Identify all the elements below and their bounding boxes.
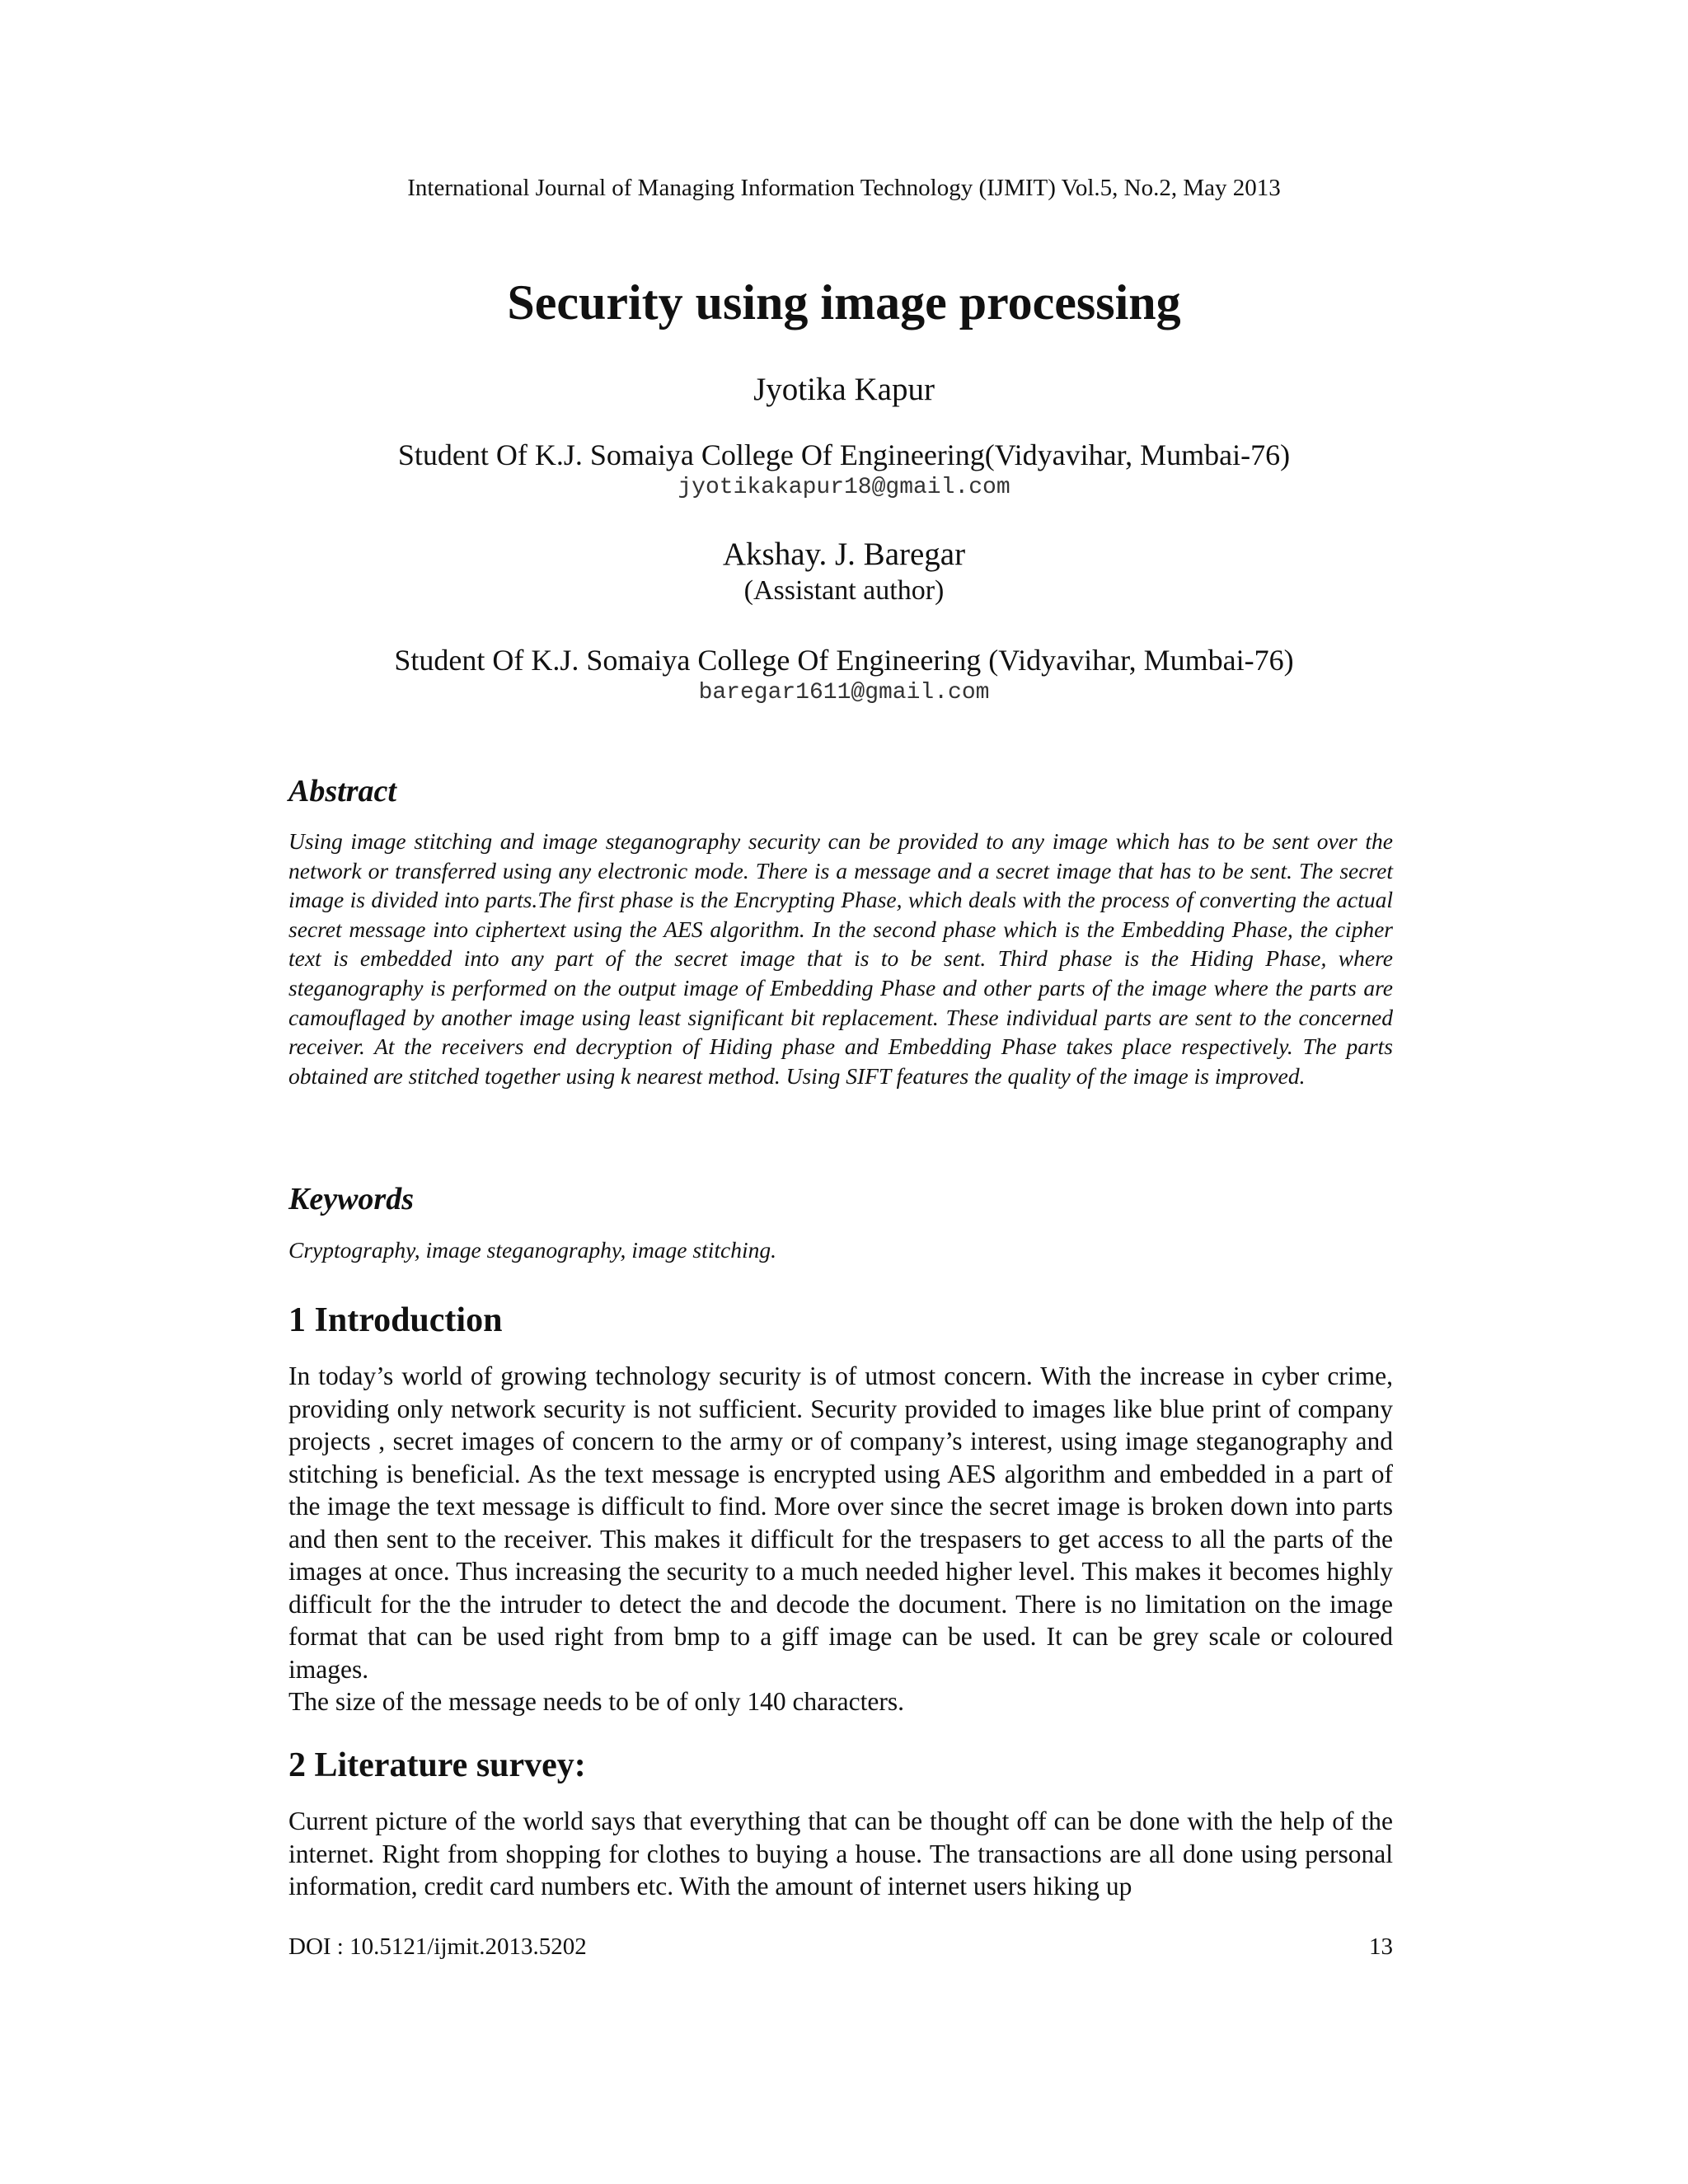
abstract-heading: Abstract bbox=[288, 774, 396, 808]
running-header: International Journal of Managing Information Technology (IJMIT) Vol.5, No.2, May 2013 bbox=[407, 175, 1281, 201]
author-email-2: baregar1611@gmail.com bbox=[698, 680, 990, 705]
author-email-1: jyotikakapur18@gmail.com bbox=[678, 475, 1010, 500]
keywords-text: Cryptography, image steganography, image stitching. bbox=[288, 1237, 776, 1263]
author-affiliation-1: Student Of K.J. Somaiya College Of Engineering(Vidyavihar, Mumbai-76) bbox=[397, 438, 1291, 471]
abstract-text: Using image stitching and image steganography security can be provided to any image which has to be sent over the network or transferred using any electronic mode. There is a message and a secret image that has to be sent. The secret image is divided into parts.The first phase is the Encrypting Phase, which deals with the process of converting the actual secret message into ciphertext using the AES algorithm. In the second phase which is the Embedding Phase, the cipher text is embedded into any part of the secret image that is to be sent. Third phase is the Hiding Phase, where steganography is performed on the output image of Embedding Phase and other parts of the image where the parts are camouflaged by another image using least significant bit replacement. These individual parts are sent to the concerned receiver. At the receivers end decryption of Hiding phase and Embedding Phase takes place respectively. The parts obtained are stitched together using k nearest method. Using SIFT features the quality of the image is improved. bbox=[288, 828, 1393, 1089]
author-role-2: (Assistant author) bbox=[743, 575, 945, 606]
footer-doi: DOI : 10.5121/ijmit.2013.5202 bbox=[288, 1933, 587, 1960]
page-number: 13 bbox=[1369, 1933, 1393, 1960]
author-name-1: Jyotika Kapur bbox=[753, 372, 935, 407]
literature-survey-text: Current picture of the world says that everything that can be thought off can be done with the help of the internet. Right from shopping for clothes to buying a house. The transactions are all done using personal information, credit card numbers etc. With the amount of internet users hiking up bbox=[288, 1807, 1393, 1900]
keywords-heading: Keywords bbox=[288, 1182, 414, 1216]
introduction-body bbox=[288, 1360, 1393, 1718]
introduction-paragraph-2: The size of the message needs to be of only 140 characters. bbox=[288, 1687, 904, 1716]
introduction-heading: 1 Introduction bbox=[288, 1301, 503, 1339]
introduction-paragraph-1: In today’s world of growing technology security is of utmost concern. With the increase in cyber crime, providing only network security is not sufficient. Security provided to images like blue print of company projects , secret images of concern to the army or of company’s interest, using image steganography and stitching is beneficial. As the text message is encrypted using AES algorithm and embedded in a part of the image the text message is difficult to find. More over since the secret image is broken down into parts and then sent to the receiver. This makes it difficult for the trespasers to get access to all the parts of the images at once. Thus increasing the security to a much needed higher level. This makes it becomes highly difficult for the the intruder to detect the and decode the document. There is no limitation on the image format that can be used right from bmp to a giff image can be used. It can be grey scale or coloured images. bbox=[288, 1361, 1393, 1684]
paper-title: Security using image processing bbox=[507, 275, 1181, 330]
author-name-2: Akshay. J. Baregar bbox=[722, 537, 966, 572]
literature-survey-heading: 2 Literature survey: bbox=[288, 1746, 586, 1784]
author-affiliation-2: Student Of K.J. Somaiya College Of Engineering (Vidyavihar, Mumbai-76) bbox=[394, 644, 1294, 677]
